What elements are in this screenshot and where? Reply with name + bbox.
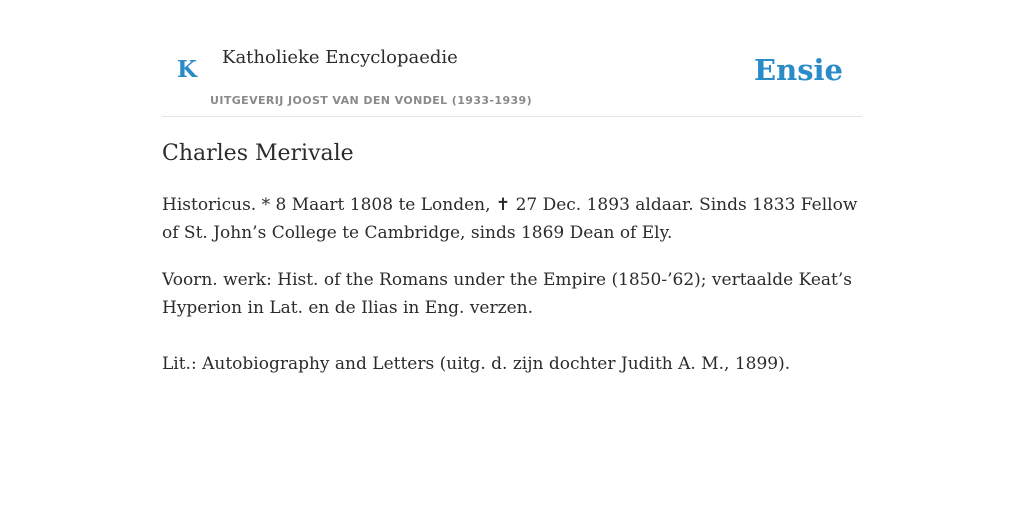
article-title: Charles Merivale: [162, 141, 354, 166]
article-paragraph-literature: Lit.: Autobiography and Letters (uitg. d. zijn dochter Judith A. M., 1899).: [162, 354, 791, 374]
page: [162, 0, 862, 512]
encyclopedia-logo[interactable]: K: [177, 56, 197, 83]
ensie-brand-link[interactable]: Ensie: [754, 53, 843, 87]
article-paragraph-bio: Historicus. * 8 Maart 1808 te Londen, ✝ 27 Dec. 1893 aldaar. Sinds 1833 Fellow of St. John’s College te Cambridge, sinds 1869 Dean of Ely.: [162, 195, 858, 243]
article-paragraph-works: Voorn. werk: Hist. of the Romans under the Empire (1850-’62); vertaalde Keat’s Hyperion in Lat. en de Ilias in Eng. verzen.: [162, 270, 852, 318]
publisher-subtitle: UITGEVERIJ JOOST VAN DEN VONDEL (1933-1939): [210, 94, 533, 107]
encyclopedia-title[interactable]: Katholieke Encyclopaedie: [222, 47, 458, 68]
encyclopedia-header: [162, 0, 862, 117]
